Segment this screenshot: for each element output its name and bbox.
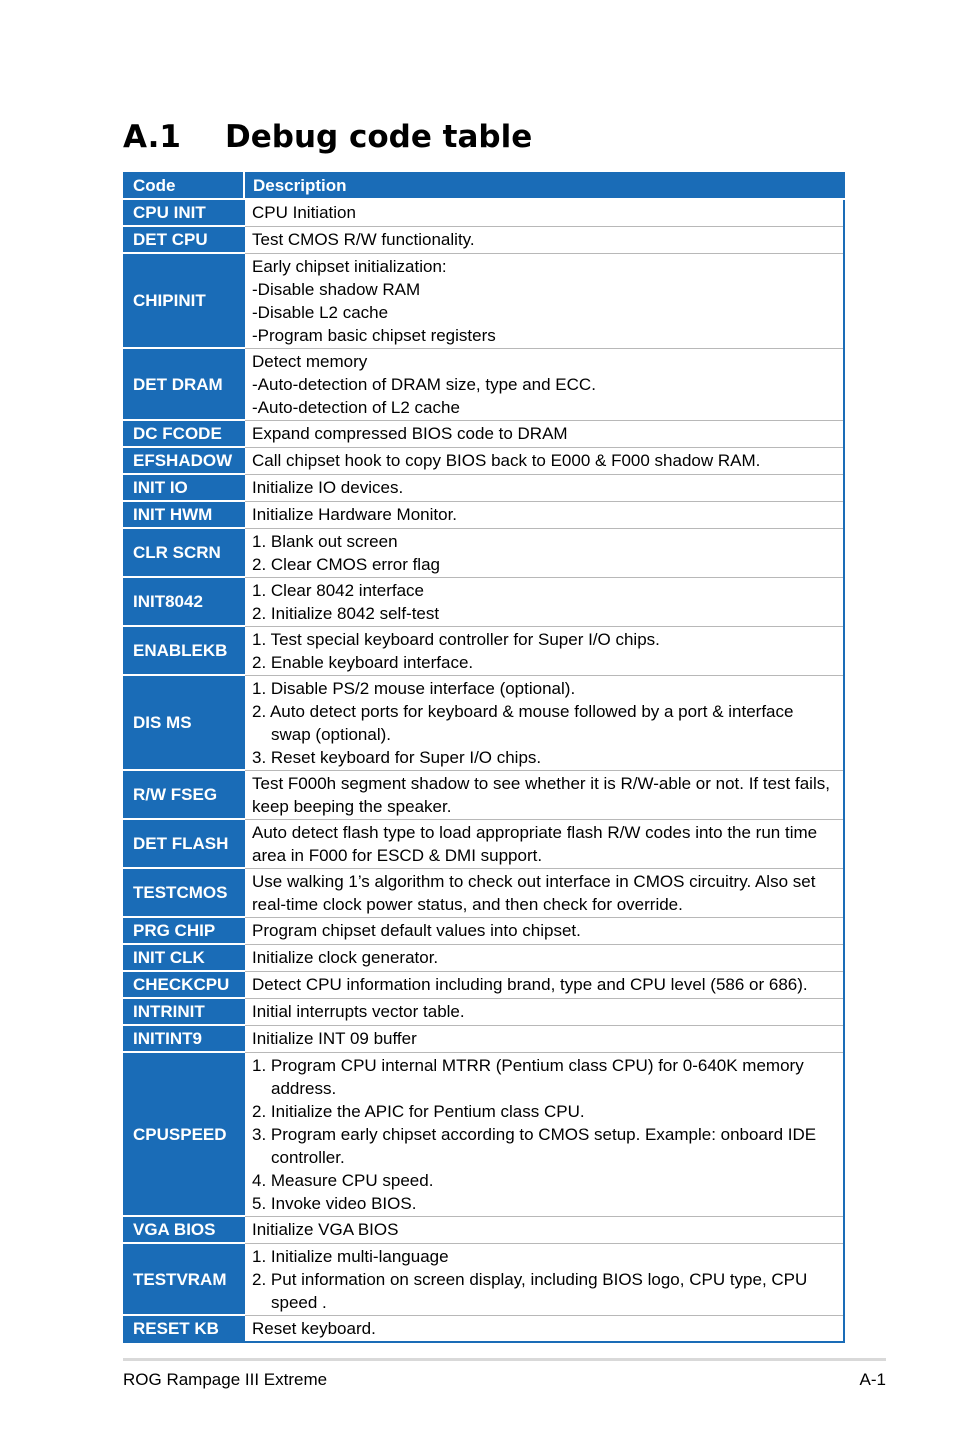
description-cell	[244, 253, 844, 348]
description-cell	[244, 420, 844, 447]
debug-code-cell: DET DRAM	[124, 348, 244, 420]
table-row	[124, 917, 844, 944]
description-cell	[244, 226, 844, 253]
description-line: CPU Initiation	[252, 203, 356, 223]
table-row	[124, 1216, 844, 1243]
table-row	[124, 447, 844, 474]
table-row	[124, 1052, 844, 1216]
description-cell	[244, 626, 844, 675]
debug-code-cell: INIT IO	[124, 474, 244, 501]
description-cell	[244, 675, 844, 770]
description-line: Reset keyboard.	[252, 1318, 376, 1338]
description-line: 1. Initialize multi-language	[252, 1246, 449, 1266]
table-row	[124, 1243, 844, 1315]
debug-code-cell: DET FLASH	[124, 819, 244, 868]
description-line: -Disable shadow RAM	[252, 279, 421, 299]
debug-code-cell: CHIPINIT	[124, 253, 244, 348]
debug-code-cell: INTRINIT	[124, 998, 244, 1025]
description-line: -Program basic chipset registers	[252, 325, 496, 345]
table-row	[124, 474, 844, 501]
description-cell	[244, 528, 844, 577]
section-number: A.1	[123, 119, 181, 155]
debug-code-cell: CPU INIT	[124, 199, 244, 226]
debug-code-table	[123, 172, 845, 1343]
description-cell	[244, 1216, 844, 1243]
description-line: 1. Disable PS/2 mouse interface (optional).	[252, 678, 576, 698]
table-row	[124, 348, 844, 420]
debug-code-cell: VGA BIOS	[124, 1216, 244, 1243]
table-row	[124, 626, 844, 675]
table-row	[124, 998, 844, 1025]
description-line: Initialize Hardware Monitor.	[252, 505, 458, 524]
description-cell	[244, 770, 844, 819]
description-line: -Auto-detection of DRAM size, type and ECC.	[252, 374, 596, 394]
description-cell	[244, 474, 844, 501]
description-line: Initialize IO devices.	[252, 478, 404, 497]
table-row	[124, 501, 844, 528]
table-row	[124, 253, 844, 348]
column-header-description: Description	[244, 173, 844, 199]
description-line: Initial interrupts vector table.	[252, 1002, 465, 1021]
section-heading	[123, 116, 532, 158]
debug-code-cell: DET CPU	[124, 226, 244, 253]
footer-page-number: A-1	[859, 1370, 886, 1389]
description-line: Test F000h segment shadow to see whether it is R/W-able or not. If test fails, keep beeping the speaker.	[252, 773, 830, 816]
table-row	[124, 199, 844, 226]
debug-code-cell: INITINT9	[124, 1025, 244, 1052]
description-line: 5. Invoke video BIOS.	[252, 1193, 417, 1213]
debug-code-cell: TESTVRAM	[124, 1243, 244, 1315]
description-line: 4. Measure CPU speed.	[252, 1170, 434, 1190]
description-cell	[244, 944, 844, 971]
debug-code-cell: DC FCODE	[124, 420, 244, 447]
description-line: Program chipset default values into chipset.	[252, 921, 581, 940]
description-line: Initialize clock generator.	[252, 948, 439, 967]
debug-code-cell: RESET KB	[124, 1315, 244, 1342]
description-cell	[244, 447, 844, 474]
description-cell	[244, 1243, 844, 1315]
description-cell	[244, 577, 844, 626]
description-line: 2. Clear CMOS error flag	[252, 554, 440, 574]
description-line: Detect CPU information including brand, type and CPU level (586 or 686).	[252, 975, 808, 994]
table-row	[124, 226, 844, 253]
table-row	[124, 420, 844, 447]
debug-code-cell: INIT HWM	[124, 501, 244, 528]
table-row	[124, 1315, 844, 1342]
debug-code-cell: EFSHADOW	[124, 447, 244, 474]
description-line: 2. Enable keyboard interface.	[252, 652, 474, 672]
debug-code-cell: TESTCMOS	[124, 868, 244, 917]
description-line: Initialize INT 09 buffer	[252, 1029, 417, 1048]
table-row	[124, 528, 844, 577]
table-header-row	[124, 173, 844, 199]
table-row	[124, 971, 844, 998]
debug-code-cell: PRG CHIP	[124, 917, 244, 944]
description-line: -Auto-detection of L2 cache	[252, 397, 460, 417]
debug-code-cell: INIT CLK	[124, 944, 244, 971]
description-cell	[244, 1025, 844, 1052]
debug-code-cell: CHECKCPU	[124, 971, 244, 998]
description-cell	[244, 1315, 844, 1342]
description-line: 1. Clear 8042 interface	[252, 580, 424, 600]
debug-code-cell: ENABLEKB	[124, 626, 244, 675]
table-row	[124, 819, 844, 868]
description-line: 2. Put information on screen display, including BIOS logo, CPU type, CPU speed .	[252, 1269, 808, 1312]
description-cell	[244, 1052, 844, 1216]
description-line: Auto detect flash type to load appropriate flash R/W codes into the run time area in F000 for ESCD & DMI support.	[252, 822, 818, 865]
description-line: Use walking 1’s algorithm to check out interface in CMOS circuitry. Also set real-time clock power status, and then check for override.	[252, 871, 816, 914]
description-cell	[244, 819, 844, 868]
description-line: Initialize VGA BIOS	[252, 1220, 399, 1239]
debug-code-cell: CPUSPEED	[124, 1052, 244, 1216]
description-line: Expand compressed BIOS code to DRAM	[252, 424, 568, 443]
description-line: 3. Reset keyboard for Super I/O chips.	[252, 747, 542, 767]
table-row	[124, 770, 844, 819]
column-header-code: Code	[124, 173, 244, 199]
description-line: 1. Program CPU internal MTRR (Pentium class CPU) for 0-640K memory address.	[252, 1055, 804, 1098]
table-row	[124, 675, 844, 770]
description-line: 3. Program early chipset according to CMOS setup. Example: onboard IDE controller.	[252, 1124, 817, 1167]
description-cell	[244, 501, 844, 528]
description-cell	[244, 199, 844, 226]
debug-code-cell: R/W FSEG	[124, 770, 244, 819]
description-cell	[244, 998, 844, 1025]
description-cell	[244, 917, 844, 944]
description-line: Call chipset hook to copy BIOS back to E000 & F000 shadow RAM.	[252, 451, 761, 470]
description-cell	[244, 971, 844, 998]
description-line: 1. Test special keyboard controller for Super I/O chips.	[252, 629, 660, 649]
description-line: 1. Blank out screen	[252, 531, 398, 551]
table-body	[124, 199, 844, 1342]
description-line: 2. Initialize 8042 self-test	[252, 603, 440, 623]
table-row	[124, 1025, 844, 1052]
table-row	[124, 868, 844, 917]
debug-code-cell: DIS MS	[124, 675, 244, 770]
description-line: Detect memory	[252, 351, 368, 371]
table-row	[124, 944, 844, 971]
description-cell	[244, 868, 844, 917]
footer-divider	[123, 1358, 886, 1361]
debug-code-cell: INIT8042	[124, 577, 244, 626]
section-title: Debug code table	[225, 119, 533, 155]
footer-product-name: ROG Rampage III Extreme	[123, 1370, 328, 1389]
description-line: 2. Initialize the APIC for Pentium class CPU.	[252, 1101, 585, 1121]
description-line: Early chipset initialization:	[252, 256, 447, 276]
description-cell	[244, 348, 844, 420]
description-line: 2. Auto detect ports for keyboard & mouse followed by a port & interface swap (optional).	[252, 701, 794, 744]
description-line: Test CMOS R/W functionality.	[252, 230, 475, 249]
debug-code-cell: CLR SCRN	[124, 528, 244, 577]
description-line: -Disable L2 cache	[252, 302, 389, 322]
table-row	[124, 577, 844, 626]
